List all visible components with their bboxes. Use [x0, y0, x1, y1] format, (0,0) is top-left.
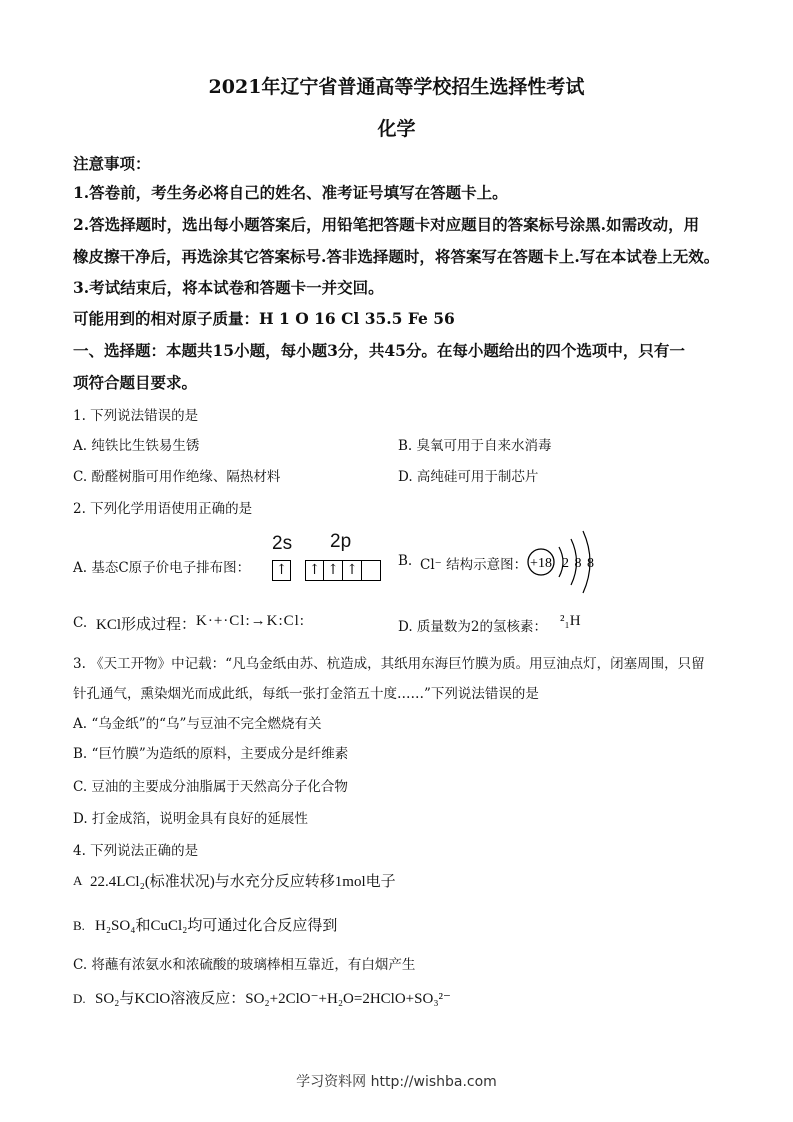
q4-option-c: C. 将蘸有浓氨水和浓硫酸的玻璃棒相互靠近，有白烟产生: [73, 957, 416, 973]
q2-option-b-label: B.: [398, 553, 413, 569]
q2-option-a-label: A. 基态C原子价电子排布图：: [73, 560, 251, 576]
q4-option-d-text: SO₂与KClO溶液反应：SO₂+2ClO⁻+H₂O=2HClO+SO₃²⁻: [95, 991, 451, 1007]
note-2b: 橡皮擦干净后，再选涂其它答案标号.答非选择题时，将答案写在答题卡上.写在本试卷上无效。: [73, 247, 720, 266]
subject-title: 化学: [377, 118, 416, 140]
q4-stem: 4. 下列说法正确的是: [73, 843, 199, 859]
q1-stem: 1. 下列说法错误的是: [73, 408, 199, 424]
orbital-box: ↑: [272, 560, 291, 581]
q2-option-b-text: Cl⁻ 结构示意图：: [420, 557, 528, 573]
hydrogen-nuclide: ²₁H: [560, 613, 581, 629]
exam-title: 2021年辽宁省普通高等学校招生选择性考试: [208, 76, 585, 98]
note-1: 1.答卷前，考生务必将自己的姓名、准考证号填写在答题卡上。: [73, 183, 508, 202]
orbital-2s-box: [272, 560, 291, 581]
q4-option-a-label: A: [73, 873, 83, 888]
orbital-box: ↑: [324, 560, 343, 581]
q3-option-a: A. “乌金纸”的“乌”与豆油不完全燃烧有关: [73, 716, 322, 732]
note-2a: 2.答选择题时，选出每小题答案后，用铅笔把答题卡对应题目的答案标号涂黑.如需改动，用: [73, 215, 700, 234]
q3-stem-1: 3. 《天工开物》中记载：“凡乌金纸由苏、杭造成，其纸用东海巨竹膜为质。用豆油点灯，闭塞周围，只留: [73, 656, 705, 672]
orbital-box: ↑: [305, 560, 324, 581]
q4-option-b-text: H₂SO₄和CuCl₂均可通过化合反应得到: [95, 918, 338, 934]
q3-option-b: B. “巨竹膜”为造纸的原料，主要成分是纤维素: [73, 746, 349, 762]
kcl-formation-formula: K·+·Cl:→K:Cl:: [196, 613, 305, 629]
q2-option-c-label: C.: [73, 615, 88, 631]
orbital-2s-label: 2s: [272, 533, 293, 554]
q4-option-d-label: D.: [73, 991, 86, 1006]
note-3: 3.考试结束后，将本试卷和答题卡一并交回。: [73, 278, 384, 297]
footer-watermark: 学习资料网 http://wishba.com: [296, 1074, 497, 1090]
q4-option-a-text: 22.4LCl₂(标准状况)与水充分反应转移1mol电子: [90, 874, 396, 890]
q2-stem: 2. 下列化学用语使用正确的是: [73, 501, 253, 517]
q4-option-b-label: B.: [73, 918, 85, 933]
cl-ion-structure-diagram: [525, 527, 605, 597]
q2-option-c-text: KCl形成过程：: [96, 617, 197, 633]
shell-electrons: 2 8 8: [562, 556, 595, 571]
orbital-box: [362, 560, 381, 581]
q1-option-d: D. 高纯硅可用于制芯片: [398, 469, 539, 485]
q3-stem-2: 针孔通气，熏染烟光而成此纸，每纸一张打金箔五十度……”下列说法错误的是: [73, 686, 539, 702]
section-1-line1: 一、选择题：本题共15小题，每小题3分，共45分。在每小题给出的四个选项中，只有一: [73, 341, 685, 360]
q1-option-a: A. 纯铁比生铁易生锈: [73, 438, 200, 454]
q1-option-c: C. 酚醛树脂可用作绝缘、隔热材料: [73, 469, 281, 485]
q2-option-d-label: D. 质量数为2的氢核素：: [398, 619, 548, 635]
orbital-2p-boxes: [305, 560, 381, 581]
atomic-mass: 可能用到的相对原子质量：H 1 O 16 Cl 35.5 Fe 56: [73, 309, 455, 328]
section-1-line2: 项符合题目要求。: [73, 373, 198, 392]
nucleus-charge: +18: [530, 556, 552, 571]
orbital-box: ↑: [343, 560, 362, 581]
q3-option-c: C. 豆油的主要成分油脂属于天然高分子化合物: [73, 779, 348, 795]
orbital-2p-label: 2p: [330, 531, 352, 552]
q1-option-b: B. 臭氧可用于自来水消毒: [398, 438, 552, 454]
notes-heading: 注意事项：: [73, 154, 151, 173]
q3-option-d: D. 打金成箔，说明金具有良好的延展性: [73, 811, 308, 827]
